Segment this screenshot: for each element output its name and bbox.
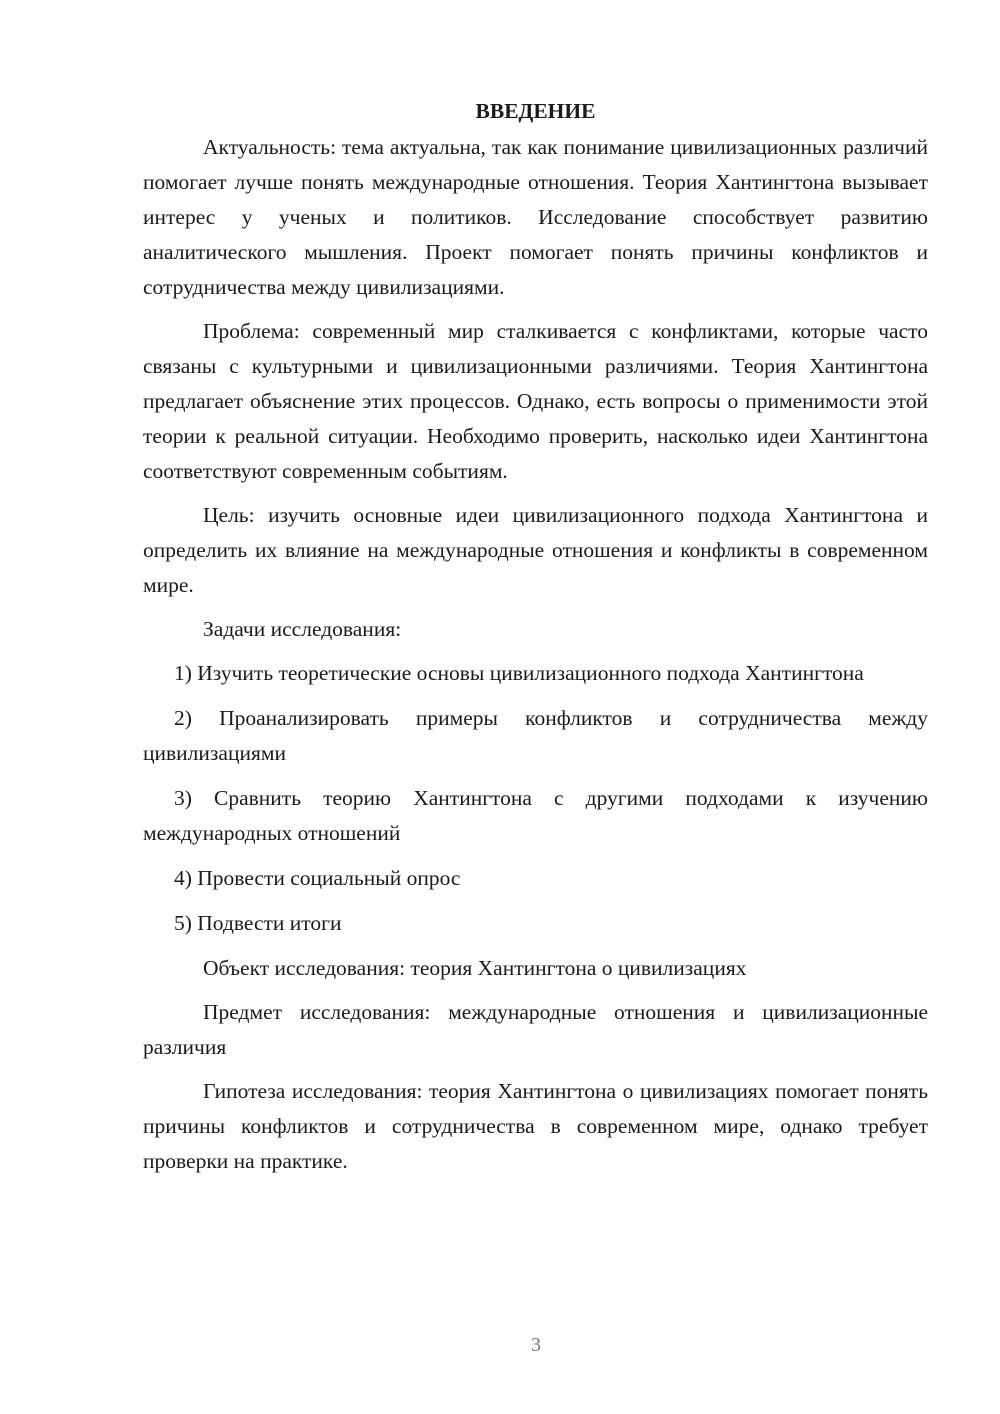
goal-paragraph: Цель: изучить основные идеи цивилизационного подхода Хантингтона и определить их влияние на международные отношения и конфликты в современном мире.: [143, 503, 928, 597]
document-page: [143, 92, 928, 1188]
task-item-5: 5) Подвести итоги: [174, 911, 342, 935]
object-paragraph: Объект исследования: теория Хантингтона о цивилизациях: [203, 956, 747, 980]
task-item-3: 3) Сравнить теорию Хантингтона с другими подходами к изучению международных отношений: [143, 786, 928, 845]
problem-paragraph: Проблема: современный мир сталкивается с конфликтами, которые часто связаны с культурными и цивилизационными различиями. Теория Хантингтона предлагает объяснение этих процессов. Однако, есть вопросы о применимости этой теории к реальной ситуации. Необходимо проверить, насколько идеи Хантингтона соответствуют современным событиям.: [143, 319, 928, 483]
task-item-1: 1) Изучить теоретические основы цивилизационного подхода Хантингтона: [174, 661, 864, 685]
task-item-2: 2) Проанализировать примеры конфликтов и сотрудничества между цивилизациями: [143, 706, 928, 765]
page-title: ВВЕДЕНИЕ: [475, 99, 596, 123]
tasks-heading: Задачи исследования:: [203, 617, 402, 641]
subject-paragraph: Предмет исследования: международные отношения и цивилизационные различия: [143, 1000, 928, 1059]
hypothesis-paragraph: Гипотеза исследования: теория Хантингтона о цивилизациях помогает понять причины конфликтов и сотрудничества в современном мире, однако требует проверки на практике.: [143, 1079, 928, 1173]
task-item-4: 4) Провести социальный опрос: [174, 866, 461, 890]
relevance-paragraph: Актуальность: тема актуальна, так как понимание цивилизационных различий помогает лучше понять международные отношения. Теория Хантингтона вызывает интерес у ученых и политиков. Исследование способствует развитию аналитического мышления. Проект помогает понять причины конфликтов и сотрудничества между цивилизациями.: [143, 135, 928, 299]
page-number: 3: [531, 1334, 541, 1356]
